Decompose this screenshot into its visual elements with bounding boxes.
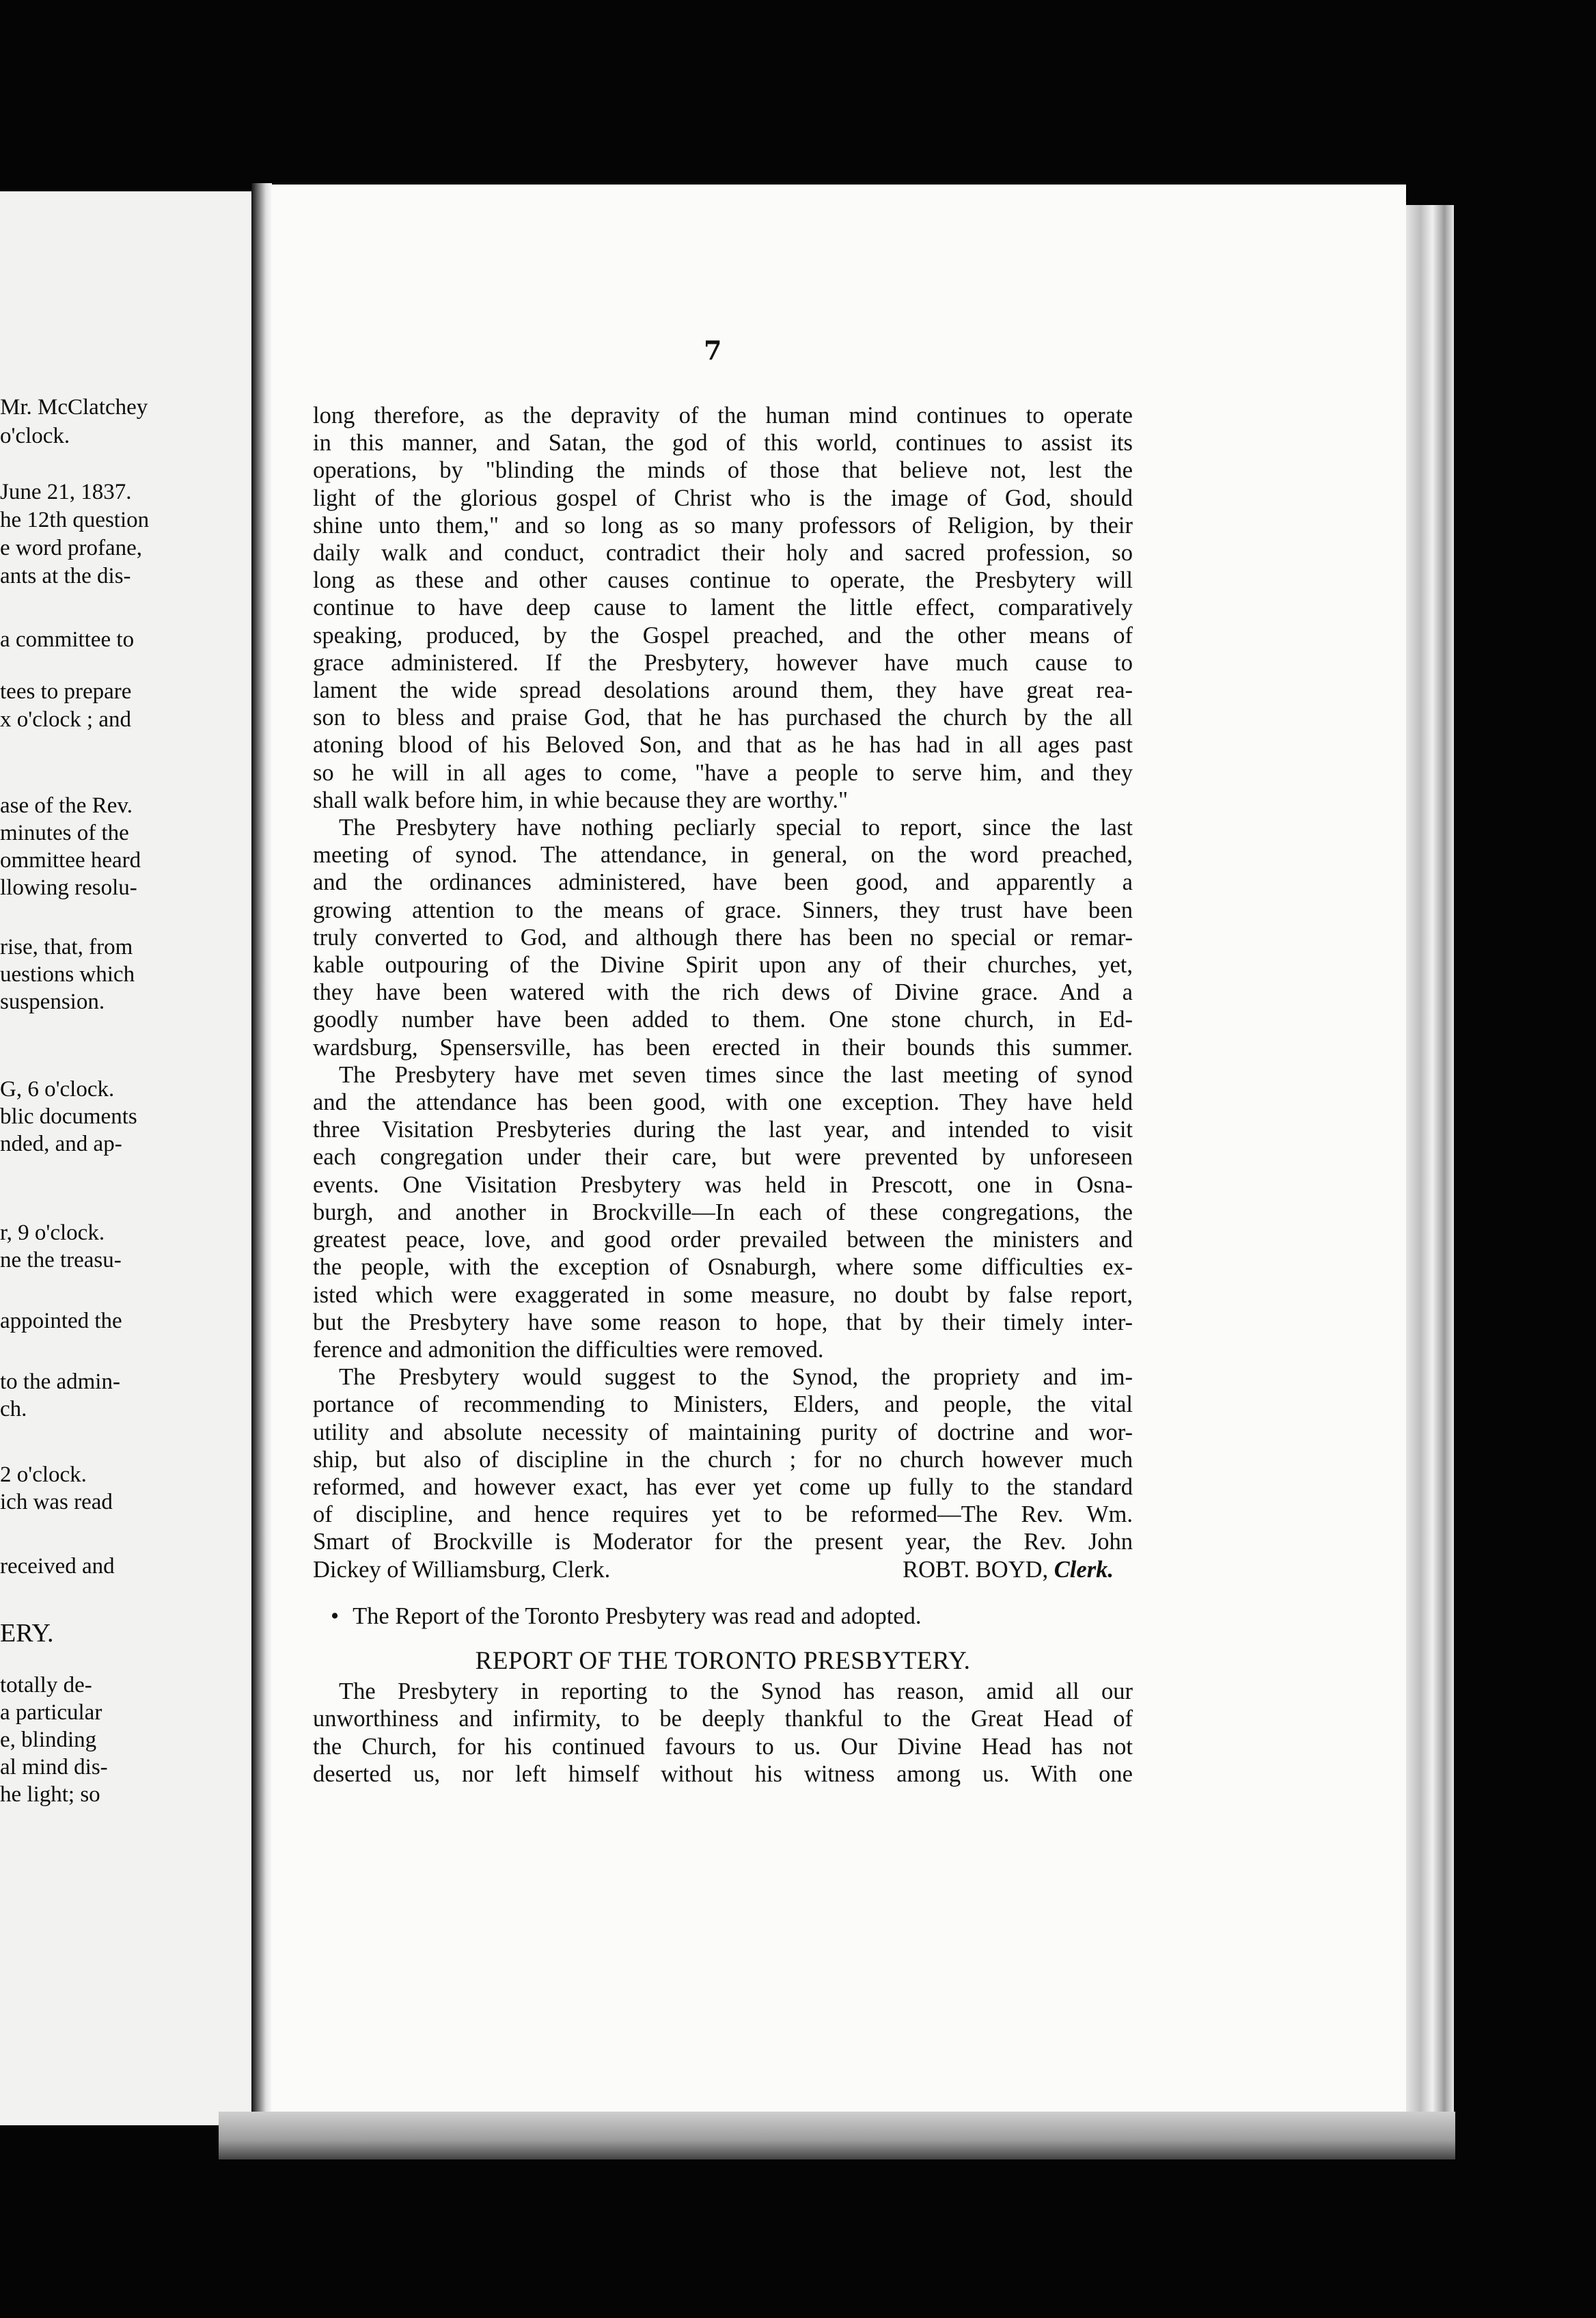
text-line: growing attention to the means of grace. Sinners, they trust have been bbox=[313, 897, 1133, 923]
paragraph-toronto-report bbox=[313, 1678, 1133, 1788]
text-line: The Presbytery in reporting to the Synod has reason, amid all our bbox=[339, 1678, 1133, 1705]
text-line: kable outpouring of the Divine Spirit upon any of their churches, yet, bbox=[313, 952, 1133, 979]
text-line: grace administered. If the Presbytery, however have much cause to bbox=[313, 649, 1133, 676]
text-line: events. One Visitation Presbytery was held in Prescott, one in Osna- bbox=[313, 1171, 1133, 1198]
text-line: greatest peace, love, and good order prevailed between the ministers and bbox=[313, 1227, 1133, 1253]
text-line: the Church, for his continued favours to us. Our Divine Head has not bbox=[313, 1733, 1133, 1760]
left-page-fragment: to the admin- bbox=[0, 1369, 120, 1394]
left-page-fragment: suspension. bbox=[0, 990, 105, 1014]
text-line: atoning blood of his Beloved Son, and that as he has had in all ages past bbox=[313, 732, 1133, 759]
minute-note bbox=[313, 1603, 1133, 1630]
text-line: shine unto them," and so long as so many professors of Religion, by their bbox=[313, 512, 1133, 538]
text-line: ship, but also of discipline in the church ; for no church however much bbox=[313, 1446, 1133, 1473]
text-line: lament the wide spread desolations around them, they have great rea- bbox=[313, 677, 1133, 704]
text-line: deserted us, nor left himself without his witness among us. With one bbox=[313, 1760, 1133, 1787]
text-line: speaking, produced, by the Gospel preached, and the other means of bbox=[313, 622, 1133, 649]
text-line: long therefore, as the depravity of the human mind continues to operate bbox=[313, 403, 1133, 428]
text-line: isted which were exaggerated in some measure, no doubt by false report, bbox=[313, 1281, 1133, 1308]
text-line: wardsburg, Spensersville, has been erected in their bounds this summer. bbox=[313, 1034, 1133, 1061]
text-line: utility and absolute necessity of maintaining purity of doctrine and wor- bbox=[313, 1419, 1133, 1445]
left-page-fragment: nded, and ap- bbox=[0, 1132, 122, 1156]
paragraph-meetings bbox=[313, 1061, 1133, 1363]
left-page-fragment: x o'clock ; and bbox=[0, 707, 131, 732]
left-page-fragment: al mind dis- bbox=[0, 1755, 108, 1780]
text-line: son to bless and praise God, that he has purchased the church by the all bbox=[313, 705, 1133, 731]
text-line: ference and admonition the difficulties were removed. bbox=[313, 1336, 824, 1363]
text-line: they have been watered with the rich dews of Divine grace. And a bbox=[313, 979, 1133, 1006]
left-page-fragment: ch. bbox=[0, 1397, 27, 1421]
page-edges-bottom bbox=[219, 2112, 1455, 2159]
text-line: operations, by "blinding the minds of those that believe not, lest the bbox=[313, 457, 1133, 484]
text-line: truly converted to God, and although there has been no special or remar- bbox=[313, 924, 1133, 951]
text-line: three Visitation Presbyteries during the last year, and intended to visit bbox=[313, 1117, 1133, 1143]
text-line: light of the glorious gospel of Christ who is the image of God, should bbox=[313, 485, 1133, 511]
left-page-fragment: e word profane, bbox=[0, 536, 142, 560]
signature bbox=[903, 1556, 1133, 1583]
paragraph-continuation bbox=[313, 402, 1133, 814]
left-page-fragment: uestions which bbox=[0, 962, 135, 987]
left-page-fragment: rise, that, from bbox=[0, 935, 133, 959]
text-line: The Presbytery have nothing pecliarly special to report, since the last bbox=[339, 815, 1133, 841]
left-page-fragment: appointed the bbox=[0, 1309, 122, 1333]
text-line: reformed, and however exact, has ever yet come up fully to the standard bbox=[313, 1473, 1133, 1500]
text-line: of discipline, and hence requires yet to be reformed—The Rev. Wm. bbox=[313, 1501, 1133, 1528]
clerk-reference: Dickey of Williamsburg, Clerk. bbox=[313, 1556, 611, 1583]
text-line: and the ordinances administered, have been good, and apparently a bbox=[313, 869, 1133, 896]
text-line: each congregation under their care, but were prevented by unforeseen bbox=[313, 1144, 1133, 1171]
spacer bbox=[313, 1583, 1133, 1603]
text-line: portance of recommending to Ministers, Elders, and people, the vital bbox=[313, 1391, 1133, 1418]
left-page-fragment: e, blinding bbox=[0, 1728, 97, 1752]
left-page-fragment: ERY. bbox=[0, 1619, 54, 1648]
section-heading: REPORT OF THE TORONTO PRESBYTERY. bbox=[475, 1646, 971, 1675]
text-line: burgh, and another in Brockville—In each of these congregations, the bbox=[313, 1199, 1133, 1225]
page-body bbox=[313, 402, 1133, 1788]
text-line: unworthiness and infirmity, to be deeply thankful to the Great Head of bbox=[313, 1706, 1133, 1732]
bullet-mark: • bbox=[331, 1603, 340, 1629]
left-page-fragment: blic documents bbox=[0, 1104, 137, 1129]
paragraph-report bbox=[313, 814, 1133, 1061]
spacer bbox=[313, 1630, 1133, 1644]
left-page-fragment: a committee to bbox=[0, 627, 135, 652]
signature-name: ROBT. BOYD, bbox=[903, 1556, 1049, 1583]
left-page-fragment: 2 o'clock. bbox=[0, 1462, 87, 1487]
left-page-fragment: ommittee heard bbox=[0, 848, 141, 873]
left-page-fragment: Mr. McClatchey bbox=[0, 395, 148, 420]
left-page-fragment: minutes of the bbox=[0, 821, 129, 845]
left-page-fragment: llowing resolu- bbox=[0, 875, 137, 900]
text-line: the people, with the exception of Osnaburgh, where some difficulties ex- bbox=[313, 1254, 1133, 1281]
text-line: long as these and other causes continue to operate, the Presbytery will bbox=[313, 567, 1133, 594]
text-line: meeting of synod. The attendance, in general, on the word preached, bbox=[313, 842, 1133, 869]
minute-note-text: The Report of the Toronto Presbytery was read and adopted. bbox=[353, 1603, 922, 1629]
paragraph-suggestion bbox=[313, 1363, 1133, 1583]
signature-title: Clerk. bbox=[1054, 1556, 1114, 1583]
text-line: so he will in all ages to come, "have a people to serve him, and they bbox=[313, 759, 1133, 786]
text-line: continue to have deep cause to lament the little effect, comparatively bbox=[313, 595, 1133, 621]
left-page-fragment: o'clock. bbox=[0, 424, 70, 448]
text-line: daily walk and conduct, contradict their holy and sacred profession, so bbox=[313, 540, 1133, 567]
left-page-fragment: he 12th question bbox=[0, 508, 150, 532]
left-page-fragment: ich was read bbox=[0, 1490, 113, 1514]
page-number: 7 bbox=[704, 335, 722, 366]
left-facing-page bbox=[0, 191, 260, 2125]
text-line: The Presbytery have met seven times since the last meeting of synod bbox=[339, 1061, 1133, 1088]
text-line: goodly number have been added to them. One stone church, in Ed- bbox=[313, 1007, 1133, 1033]
left-page-fragment: totally de- bbox=[0, 1673, 92, 1697]
left-page-fragment: tees to prepare bbox=[0, 679, 132, 704]
page-edges-right bbox=[1406, 205, 1454, 2159]
text-line: Smart of Brockville is Moderator for the present year, the Rev. John bbox=[313, 1529, 1133, 1555]
left-page-fragment: ase of the Rev. bbox=[0, 793, 133, 818]
signature-line bbox=[313, 1556, 1133, 1583]
left-page-fragment: r, 9 o'clock. bbox=[0, 1221, 105, 1245]
left-page-fragment: ne the treasu- bbox=[0, 1248, 122, 1272]
left-page-fragment: ants at the dis- bbox=[0, 564, 131, 588]
text-line: and the attendance has been good, with one exception. They have held bbox=[313, 1089, 1133, 1116]
left-page-fragment: he light; so bbox=[0, 1782, 100, 1807]
book-gutter bbox=[251, 183, 272, 2138]
left-page-fragment: a particular bbox=[0, 1700, 102, 1725]
left-page-fragment: June 21, 1837. bbox=[0, 480, 132, 504]
left-page-fragment: received and bbox=[0, 1554, 115, 1579]
text-line: but the Presbytery have some reason to hope, that by their timely inter- bbox=[313, 1309, 1133, 1335]
text-line: The Presbytery would suggest to the Synod, the propriety and im- bbox=[339, 1364, 1133, 1391]
text-line: shall walk before him, in whie because they are worthy." bbox=[313, 787, 849, 813]
text-line: in this manner, and Satan, the god of this world, continues to assist its bbox=[313, 430, 1133, 456]
left-page-fragment: G, 6 o'clock. bbox=[0, 1077, 115, 1102]
